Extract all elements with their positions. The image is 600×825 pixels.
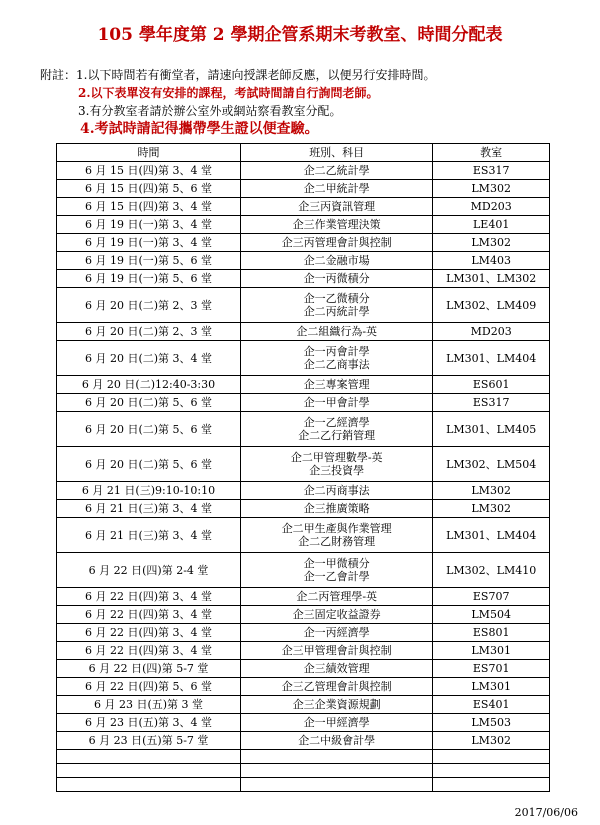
course-name: 企二金融市場	[303, 254, 370, 267]
cell-room: LM301、LM302	[433, 270, 550, 288]
course-name: 企二丙商事法	[303, 484, 370, 497]
course-name: 企二中級會計學	[298, 734, 376, 747]
cell-time: 6 月 20 日(二)第 5、6 堂	[57, 394, 241, 412]
cell-course	[241, 198, 433, 216]
cell-room: LM302	[433, 180, 550, 198]
cell-time: 6 月 20 日(二)第 5、6 堂	[57, 412, 241, 447]
cell-room: LM302、LM504	[433, 447, 550, 482]
table-row	[57, 234, 550, 252]
cell-time: 6 月 23 日(五)第 3、4 堂	[57, 714, 241, 732]
cell-course	[241, 606, 433, 624]
table-row	[57, 180, 550, 198]
table-row	[57, 518, 550, 553]
course-name: 企一甲微積分	[303, 557, 370, 570]
cell-time: 6 月 20 日(二)第 5、6 堂	[57, 447, 241, 482]
cell-course	[241, 341, 433, 376]
course-name: 企二甲管理數學-英	[290, 451, 383, 464]
course-name: 企一甲經濟學	[303, 716, 370, 729]
cell-room: LM301、LM405	[433, 412, 550, 447]
cell-room: LM302、LM409	[433, 288, 550, 323]
cell-time: 6 月 23 日(五)第 5-7 堂	[57, 732, 241, 750]
course-name: 企三作業管理決策	[292, 218, 381, 231]
cell-room: LM503	[433, 714, 550, 732]
cell-course	[241, 288, 433, 323]
table-row	[57, 323, 550, 341]
cell-room: LM302	[433, 732, 550, 750]
page-title: 105 學年度第 2 學期企管系期末考教室、時間分配表	[97, 25, 503, 45]
table-row	[57, 678, 550, 696]
table-row	[57, 624, 550, 642]
cell-room: LM403	[433, 252, 550, 270]
table-row	[57, 162, 550, 180]
cell-time: 6 月 22 日(四)第 2-4 堂	[57, 553, 241, 588]
note-3: 3.有分教室者請於辦公室外或網站察看教室分配。	[78, 104, 342, 118]
cell-room: LM302、LM410	[433, 553, 550, 588]
table-row	[57, 252, 550, 270]
header-course: 班別、科目	[241, 144, 433, 162]
course-name: 企三推廣策略	[303, 502, 370, 515]
table-row	[57, 642, 550, 660]
cell-time: 6 月 15 日(四)第 5、6 堂	[57, 180, 241, 198]
table-row	[57, 660, 550, 678]
cell-time: 6 月 21 日(三)第 3、4 堂	[57, 500, 241, 518]
course-name: 企三企業資源規劃	[292, 698, 381, 711]
cell-time: 6 月 15 日(四)第 3、4 堂	[57, 162, 241, 180]
course-name: 企三固定收益證券	[292, 608, 381, 621]
cell-time: 6 月 19 日(一)第 3、4 堂	[57, 216, 241, 234]
cell-time: 6 月 21 日(三)第 3、4 堂	[57, 518, 241, 553]
cell-course	[241, 714, 433, 732]
cell-room: ES317	[433, 394, 550, 412]
table-row	[57, 447, 550, 482]
course-name: 企一甲會計學	[303, 396, 370, 409]
cell-course	[241, 394, 433, 412]
cell-course	[241, 162, 433, 180]
cell-time: 6 月 22 日(四)第 3、4 堂	[57, 642, 241, 660]
course-name: 企二丙管理學-英	[296, 590, 378, 603]
cell-time: 6 月 19 日(一)第 3、4 堂	[57, 234, 241, 252]
table-row	[57, 606, 550, 624]
course-name: 企三丙管理會計與控制	[281, 236, 392, 249]
footer-date: 2017/06/06	[514, 806, 578, 819]
table-row	[57, 270, 550, 288]
course-name: 企二甲統計學	[303, 182, 370, 195]
table-header-row	[57, 144, 550, 162]
cell-course	[241, 553, 433, 588]
cell-room: MD203	[433, 323, 550, 341]
table-row	[57, 376, 550, 394]
empty-row	[57, 750, 550, 764]
cell-room: ES401	[433, 696, 550, 714]
table-row	[57, 482, 550, 500]
cell-time: 6 月 21 日(三)9:10-10:10	[57, 482, 241, 500]
note-1: 附註：1.以下時間若有衝堂者，請速向授課老師反應，以便另行安排時間。	[40, 68, 436, 82]
empty-cell	[241, 778, 433, 792]
cell-time: 6 月 22 日(四)第 3、4 堂	[57, 624, 241, 642]
cell-time: 6 月 22 日(四)第 5、6 堂	[57, 678, 241, 696]
cell-course	[241, 518, 433, 553]
cell-room: LM301、LM404	[433, 341, 550, 376]
course-name: 企二丙統計學	[303, 305, 370, 318]
cell-course	[241, 500, 433, 518]
course-name: 企二乙財務管理	[298, 535, 376, 548]
header-time: 時間	[57, 144, 241, 162]
course-name: 企二乙行銷管理	[298, 429, 376, 442]
empty-cell	[241, 750, 433, 764]
empty-row	[57, 764, 550, 778]
cell-course	[241, 234, 433, 252]
cell-time: 6 月 20 日(二)12:40-3:30	[57, 376, 241, 394]
note-4: 4.考試時請記得攜帶學生證以便查驗。	[80, 121, 319, 137]
empty-cell	[433, 750, 550, 764]
course-name: 企二組織行為-英	[296, 325, 378, 338]
cell-time: 6 月 22 日(四)第 3、4 堂	[57, 588, 241, 606]
cell-course	[241, 660, 433, 678]
empty-cell	[57, 750, 241, 764]
course-name: 企三專案管理	[303, 378, 370, 391]
empty-cell	[57, 778, 241, 792]
table-row	[57, 341, 550, 376]
table-row	[57, 288, 550, 323]
cell-course	[241, 624, 433, 642]
table-row	[57, 553, 550, 588]
cell-course	[241, 696, 433, 714]
cell-course	[241, 588, 433, 606]
course-name: 企一丙經濟學	[303, 626, 370, 639]
cell-course	[241, 678, 433, 696]
cell-course	[241, 376, 433, 394]
cell-room: LM302	[433, 234, 550, 252]
cell-time: 6 月 20 日(二)第 3、4 堂	[57, 341, 241, 376]
course-name: 企三績效管理	[303, 662, 370, 675]
cell-room: ES801	[433, 624, 550, 642]
cell-course	[241, 252, 433, 270]
table-row	[57, 732, 550, 750]
table-row	[57, 216, 550, 234]
course-name: 企一乙經濟學	[303, 416, 370, 429]
notes-prefix: 附註：	[40, 68, 77, 82]
cell-room: LM301	[433, 678, 550, 696]
empty-cell	[241, 764, 433, 778]
course-name: 企三乙管理會計與控制	[281, 680, 392, 693]
course-name: 企三丙資訊管理	[298, 200, 376, 213]
cell-room: LE401	[433, 216, 550, 234]
table-row	[57, 588, 550, 606]
table-row	[57, 500, 550, 518]
cell-room: ES317	[433, 162, 550, 180]
cell-time: 6 月 22 日(四)第 3、4 堂	[57, 606, 241, 624]
course-name: 企二甲生產與作業管理	[281, 522, 392, 535]
cell-room: LM301	[433, 642, 550, 660]
course-name: 企三投資學	[309, 464, 365, 477]
cell-time: 6 月 20 日(二)第 2、3 堂	[57, 288, 241, 323]
cell-course	[241, 216, 433, 234]
course-name: 企一丙會計學	[303, 345, 370, 358]
cell-room: LM301、LM404	[433, 518, 550, 553]
note-2: 2.以下表單沒有安排的課程，考試時間請自行詢問老師。	[78, 86, 379, 100]
cell-course	[241, 732, 433, 750]
cell-time: 6 月 19 日(一)第 5、6 堂	[57, 252, 241, 270]
empty-cell	[57, 764, 241, 778]
cell-room: ES701	[433, 660, 550, 678]
cell-course	[241, 642, 433, 660]
cell-room: MD203	[433, 198, 550, 216]
table-row	[57, 198, 550, 216]
cell-room: LM302	[433, 500, 550, 518]
cell-course	[241, 180, 433, 198]
exam-schedule-table	[56, 143, 550, 792]
cell-time: 6 月 23 日(五)第 3 堂	[57, 696, 241, 714]
empty-cell	[433, 778, 550, 792]
course-name: 企一丙微積分	[303, 272, 370, 285]
notes-section	[40, 66, 580, 139]
cell-course	[241, 482, 433, 500]
empty-cell	[433, 764, 550, 778]
cell-course	[241, 323, 433, 341]
course-name: 企一乙會計學	[303, 570, 370, 583]
cell-room: ES601	[433, 376, 550, 394]
table-row	[57, 714, 550, 732]
cell-room: LM504	[433, 606, 550, 624]
course-name: 企二乙商事法	[303, 358, 370, 371]
cell-course	[241, 447, 433, 482]
cell-time: 6 月 19 日(一)第 5、6 堂	[57, 270, 241, 288]
table-row	[57, 696, 550, 714]
empty-row	[57, 778, 550, 792]
cell-time: 6 月 22 日(四)第 5-7 堂	[57, 660, 241, 678]
table-row	[57, 394, 550, 412]
course-name: 企一乙微積分	[303, 292, 370, 305]
table-row	[57, 412, 550, 447]
cell-room: LM302	[433, 482, 550, 500]
cell-time: 6 月 20 日(二)第 2、3 堂	[57, 323, 241, 341]
cell-time: 6 月 15 日(四)第 3、4 堂	[57, 198, 241, 216]
cell-course	[241, 412, 433, 447]
header-room: 教室	[433, 144, 550, 162]
course-name: 企二乙統計學	[303, 164, 370, 177]
table-body	[57, 162, 550, 792]
cell-room: ES707	[433, 588, 550, 606]
course-name: 企三甲管理會計與控制	[281, 644, 392, 657]
cell-course	[241, 270, 433, 288]
